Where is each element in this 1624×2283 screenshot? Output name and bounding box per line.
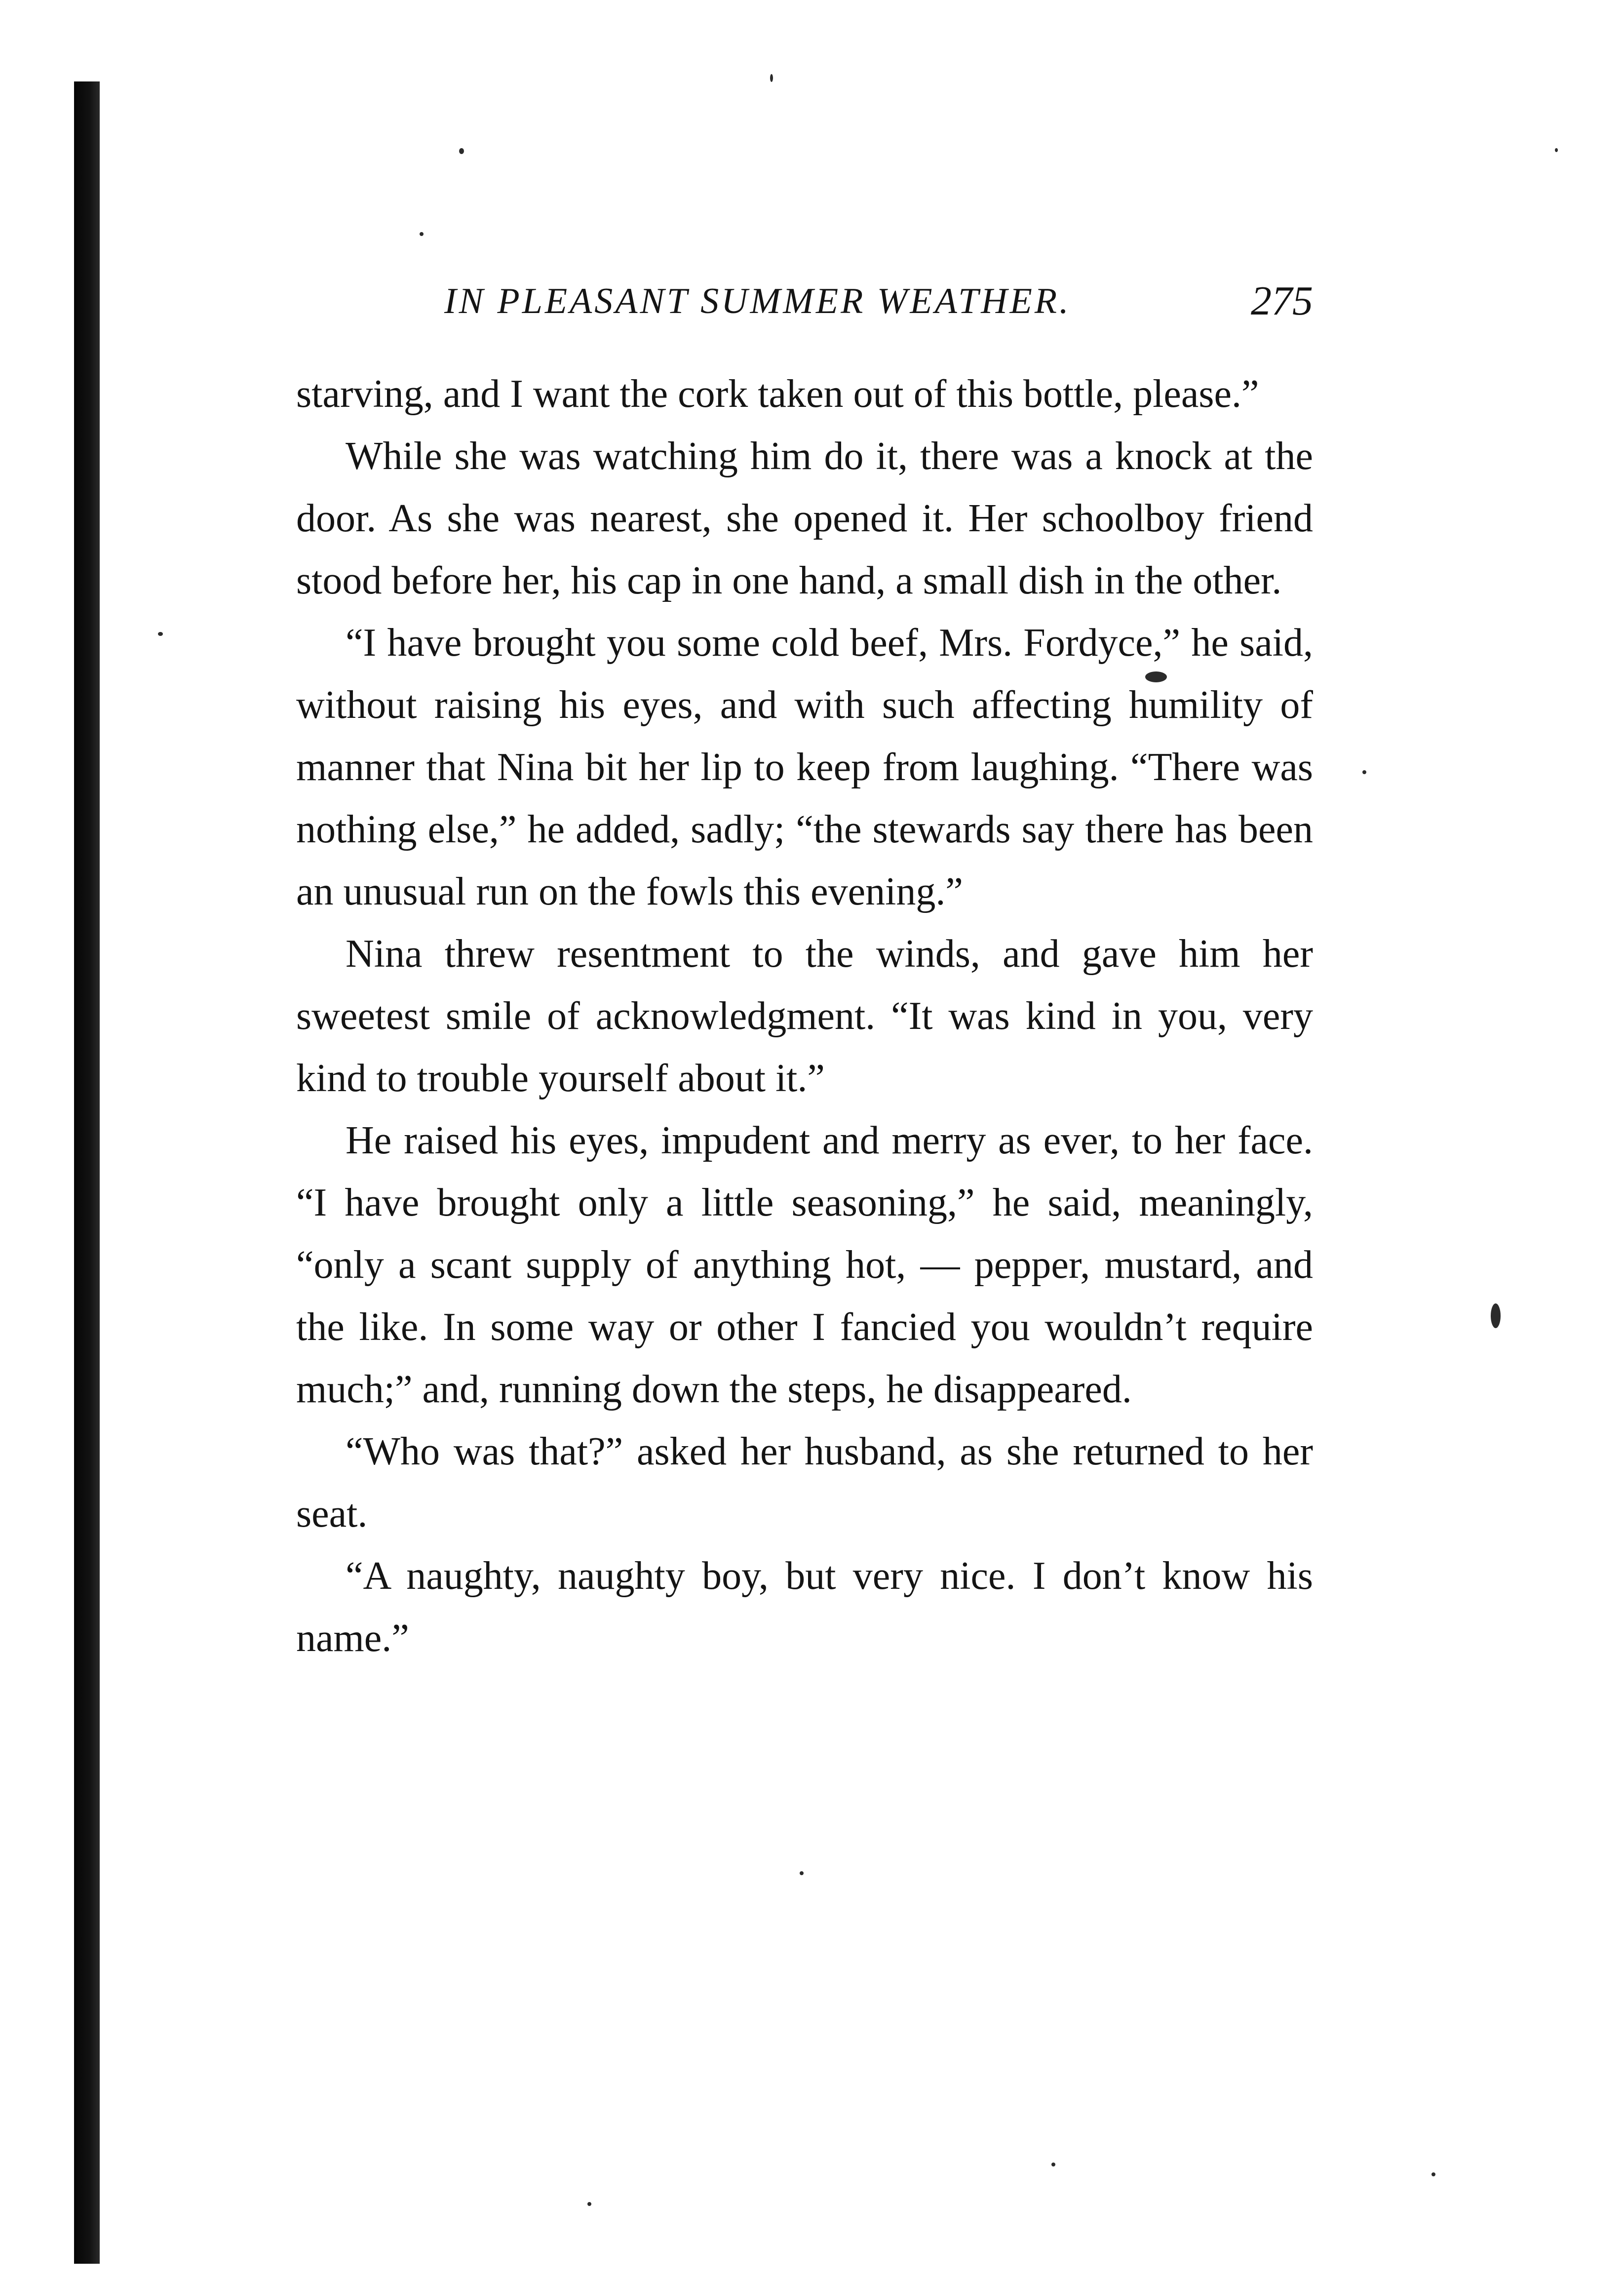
running-title: IN PLEASANT SUMMER WEATHER.	[444, 281, 1071, 321]
scan-speck	[770, 74, 773, 82]
page-number: 275	[1251, 278, 1313, 324]
paragraph: “I have brought you some cold beef, Mrs. Fordyce,” he said, without raising his eyes, and with such affecting humility of manner that Nina bit her lip to keep from laughing. “There was nothing else,” he added, sadly; “the stewards say there has been an unusual run on the fowls this evening.”	[296, 621, 1313, 913]
scan-speck	[1555, 148, 1558, 152]
scan-speck	[1431, 2172, 1435, 2176]
scan-speck	[800, 1871, 804, 1875]
scan-speck	[587, 2202, 591, 2206]
scan-speck	[1051, 2163, 1055, 2166]
body-text	[296, 363, 1313, 1669]
paragraph: Nina threw resentment to the winds, and gave him her sweetest smile of acknowledgment. “It was kind in you, very kind to trouble yourself about it.”	[296, 932, 1313, 1100]
scan-speck	[1362, 770, 1366, 774]
paragraph: “A naughty, naughty boy, but very nice. I don’t know his name.”	[296, 1554, 1313, 1660]
paragraph: starving, and I want the cork taken out of this bottle, please.”	[296, 372, 1259, 416]
paragraph: “Who was that?” asked her husband, as she returned to her seat.	[296, 1430, 1313, 1535]
binding-shadow	[74, 81, 100, 2264]
scan-speck	[420, 232, 424, 236]
paragraph: While she was watching him do it, there was a knock at the door. As she was nearest, she opened it. Her schoolboy friend stood before her, his cap in one hand, a small dish in the other.	[296, 434, 1313, 602]
scan-speck	[1491, 1303, 1501, 1328]
running-head	[296, 274, 1313, 328]
paragraph: He raised his eyes, impudent and merry as ever, to her face. “I have brought only a little seasoning,” he said, meaningly, “only a scant supply of anything hot, — pepper, mustard, and the like. In some way or other I fancied you wouldn’t require much;” and, running down the steps, he disappeared.	[296, 1119, 1313, 1411]
scan-speck	[158, 632, 163, 636]
scan-speck	[459, 148, 464, 154]
